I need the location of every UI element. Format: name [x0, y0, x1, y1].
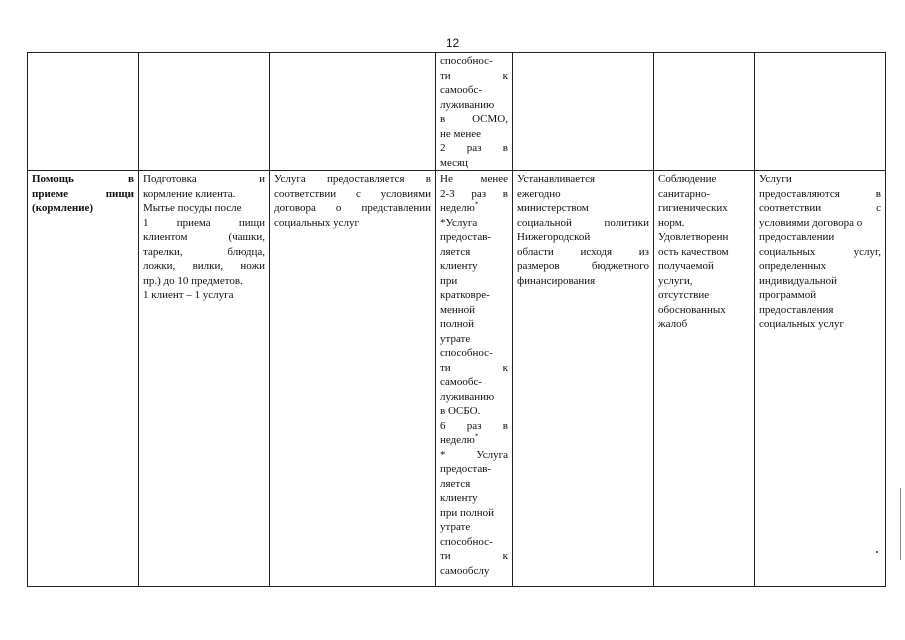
text-line: при: [440, 274, 458, 287]
text-line: социальных услуг: [274, 216, 360, 229]
text-line: тарелки, блюдца,: [143, 245, 265, 258]
text-line: 1 клиент – 1 услуга: [143, 289, 234, 301]
text-line: индивидуальной: [759, 274, 838, 287]
text-line: самообслу: [440, 564, 490, 577]
text-line: Подготовка и: [143, 173, 265, 185]
text-line: финансирования: [517, 274, 596, 287]
text-line: кормление клиента.: [143, 187, 236, 200]
text-line: размеров бюджетного: [517, 260, 649, 272]
text-line: ти к: [440, 69, 508, 82]
text-line: клиентом (чашки,: [143, 231, 265, 243]
text-line: жалоб: [658, 318, 688, 330]
text-line: ти к: [440, 361, 508, 374]
text-line: способнос-: [440, 347, 493, 359]
text-line: приеме пищи: [32, 187, 134, 200]
text-line: *Услуга: [440, 216, 478, 229]
cell-service-description: [139, 171, 270, 587]
text-line: норм.: [658, 216, 685, 229]
text-line: клиенту: [440, 492, 478, 504]
footnote-mark: *: [474, 433, 479, 441]
text-line: самообс-: [440, 376, 483, 388]
cell-volume-empty: [513, 53, 654, 171]
text-line: министерством: [517, 202, 589, 214]
cell-service-conditions: [270, 171, 436, 587]
text-line: определенных: [759, 260, 827, 272]
cell-frequency-continuation: [436, 53, 513, 171]
text-line: ость качеством: [658, 245, 729, 258]
text-line: предоставляются в: [759, 187, 881, 200]
text-line: (кормление): [32, 202, 94, 214]
table-row-continuation: [28, 53, 886, 171]
cell-service-frequency: [436, 171, 513, 587]
cell-service-name: [28, 171, 139, 587]
text-line: области исходя из: [517, 245, 649, 258]
text-line: ежегодно: [517, 187, 561, 200]
text-line: программой: [759, 289, 817, 301]
text-line: не менее: [440, 127, 482, 140]
text-line: при полной: [440, 506, 495, 519]
text-line: способнос-: [440, 535, 493, 548]
text-line: предостав-: [440, 231, 492, 243]
cell-service-quality: [654, 171, 755, 587]
text-line: соответствии с условиями: [274, 187, 431, 200]
cell-service-volume: [513, 171, 654, 587]
frequency-continuation-text: [440, 54, 508, 170]
text-line: Мытье посуды после: [143, 202, 242, 214]
text-line: месяц: [440, 156, 468, 169]
text-line: ти к: [440, 550, 508, 562]
text-line: в ОСМО,: [440, 113, 508, 125]
text-line: получаемой: [658, 260, 714, 272]
text-line: Нижегородской: [517, 231, 591, 243]
text-line: Удовлетворенн: [658, 231, 729, 243]
text-line: Устанавливается: [517, 173, 596, 185]
text-line: утрате: [440, 521, 471, 533]
text-line: предоставления: [759, 303, 834, 316]
text-line: Помощь в: [32, 173, 134, 185]
text-line: ляется: [440, 245, 471, 258]
service-description: [143, 172, 265, 303]
text-line: договора о представлении: [274, 202, 431, 214]
text-line: в ОСБО.: [440, 405, 481, 417]
text-line: Не менее: [440, 173, 508, 185]
text-line: отсутствие: [658, 289, 710, 301]
text-line: луживанию: [440, 390, 495, 403]
text-line: Услуга предоставляется в: [274, 173, 431, 185]
text-line: * Услуга: [440, 448, 508, 461]
text-line: социальных услуг: [759, 318, 845, 330]
text-line: луживанию: [440, 98, 495, 111]
text-line: ляется: [440, 477, 471, 490]
scan-edge-line: [900, 488, 901, 560]
scan-speck: [876, 551, 878, 553]
text-line: 6 раз в: [440, 419, 508, 432]
service-volume: [517, 172, 649, 288]
text-line: неделю*: [440, 433, 479, 446]
text-line: санитарно-: [658, 187, 711, 200]
services-table: [27, 52, 886, 587]
text-line: 2-3 раз в: [440, 187, 508, 200]
text-line: гигиенических: [658, 202, 728, 214]
page-number: 12: [445, 36, 460, 50]
text-line: менной: [440, 303, 476, 316]
cell-description-empty: [139, 53, 270, 171]
footnote-mark: *: [474, 201, 479, 209]
cell-name-empty: [28, 53, 139, 171]
service-provision: [759, 172, 881, 332]
text-line: услуги,: [658, 274, 693, 287]
text-line: предостав-: [440, 463, 492, 475]
text-line: утрате: [440, 332, 471, 345]
text-line: предоставлении: [759, 231, 835, 243]
text-line: социальных услуг,: [759, 245, 881, 258]
text-line: клиенту: [440, 260, 478, 272]
text-line: соответствии с: [759, 202, 881, 214]
text-line: пр.) до 10 предметов.: [143, 274, 243, 287]
cell-provision-empty: [755, 53, 886, 171]
text-line: полной: [440, 318, 475, 330]
text-line: Услуги: [759, 173, 792, 185]
text-line: 1 приема пищи: [143, 216, 265, 229]
text-line: социальной политики: [517, 216, 649, 229]
text-line: кратковре-: [440, 289, 490, 301]
cell-service-provision: [755, 171, 886, 587]
text-line: Соблюдение: [658, 173, 717, 185]
cell-conditions-empty: [270, 53, 436, 171]
text-line: условиями договора о: [759, 216, 863, 229]
text-line: ложки, вилки, ножи: [143, 260, 265, 272]
text-line: обоснованных: [658, 303, 726, 316]
text-line: способнос-: [440, 55, 493, 67]
service-name: [32, 172, 134, 216]
table-row-feeding: [28, 171, 886, 587]
text-line: самообс-: [440, 84, 483, 96]
service-conditions: [274, 172, 431, 230]
text-line: неделю*: [440, 201, 479, 214]
service-frequency: [440, 172, 508, 578]
text-line: 2 раз в: [440, 142, 508, 154]
cell-quality-empty: [654, 53, 755, 171]
service-quality: [658, 172, 750, 332]
